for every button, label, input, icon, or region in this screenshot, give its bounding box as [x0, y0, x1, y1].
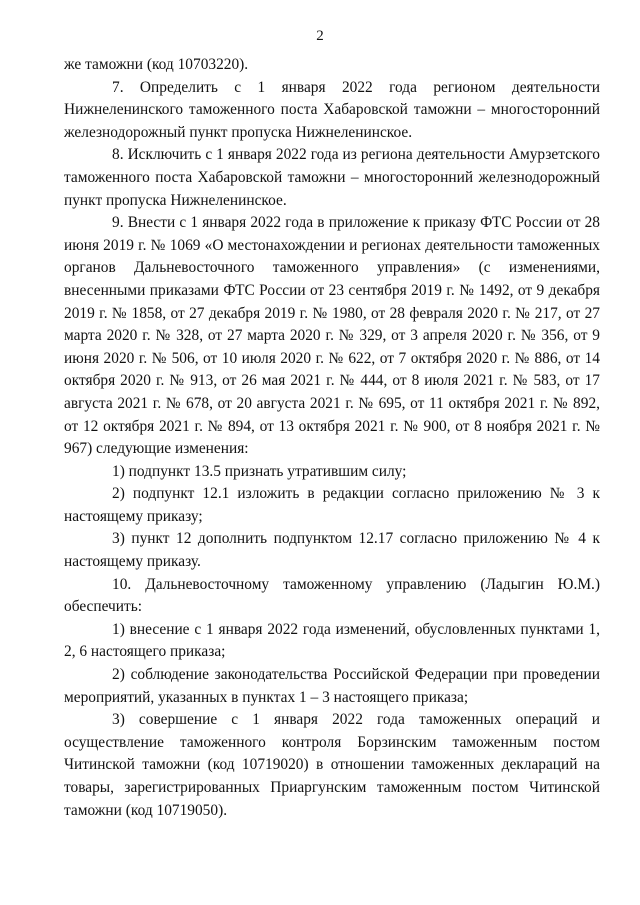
subitem-10-2: 2) соблюдение законодательства Российской Федерации при проведении мероприятий, указанных в пунктах 1 – 3 настоящего приказа; — [64, 666, 600, 706]
subitem-9-3: 3) пункт 12 дополнить подпунктом 12.17 согласно приложению № 4 к настоящему приказу. — [64, 530, 600, 571]
subitem-10-3: 3) совершение с 1 января 2022 года таможенных операций и осуществление таможенного контроля Борзинским таможенным постом Читинской таможни (код 10719020) в отношении таможенных деклараций на товары, зарегистрированных Приаргунским таможенным постом Читинской таможни (код 10719050). — [64, 711, 600, 819]
paragraph-item-8: 8. Исключить с 1 января 2022 года из региона деятельности Амурзетского таможенного поста Хабаровской таможни – многосторонний железнодорожный пункт пропуска Нижнеленинское. — [64, 146, 600, 209]
paragraph-item-10: 10. Дальневосточному таможенному управлению (Ладыгин Ю.М.) обеспечить: — [64, 575, 600, 616]
subitem-9-1: 1) подпункт 13.5 признать утратившим силу; — [112, 462, 407, 480]
subitem-9-2: 2) подпункт 12.1 изложить в редакции согласно приложению № 3 к настоящему приказу; — [64, 485, 600, 525]
document-body — [64, 54, 600, 822]
paragraph-continuation: же таможни (код 10703220). — [64, 56, 249, 73]
subitem-10-1: 1) внесение с 1 января 2022 года изменений, обусловленных пунктами 1, 2, 6 настоящего приказа; — [64, 620, 600, 661]
page-number: 2 — [316, 28, 324, 44]
paragraph-item-7: 7. Определить с 1 января 2022 года регионом деятельности Нижнеленинского таможенного поста Хабаровской таможни – многосторонний железнодорожный пункт пропуска Нижнеленинское. — [64, 78, 600, 141]
paragraph-item-9: 9. Внести с 1 января 2022 года в приложение к приказу ФТС России от 28 июня 2019 г. № 1069 «О местонахождении и регионах деятельности таможенных органов Дальневосточного таможенного управления» (с изменениями, внесенными приказами ФТС России от 23 сентября 2019 г. № 1492, от 9 декабря 2019 г. № 1858, от 27 декабря 2019 г. № 1980, от 28 февраля 2020 г. № 217, от 27 марта 2020 г. № 328, от 27 марта 2020 г. № 329, от 3 апреля 2020 г. № 356, от 9 июня 2020 г. № 506, от 10 июля 2020 г. № 622, от 7 октября 2020 г. № 886, от 14 октября 2020 г. № 913, от 26 мая 2021 г. № 444, от 8 июля 2021 г. № 583, от 17 августа 2021 г. № 678, от 20 августа 2021 г. № 695, от 11 октября 2021 г. № 892, от 12 октября 2021 г. № 894, от 13 октября 2021 г. № 900, от 8 ноября 2021 г. № 967) следующие изменения: — [64, 214, 600, 458]
